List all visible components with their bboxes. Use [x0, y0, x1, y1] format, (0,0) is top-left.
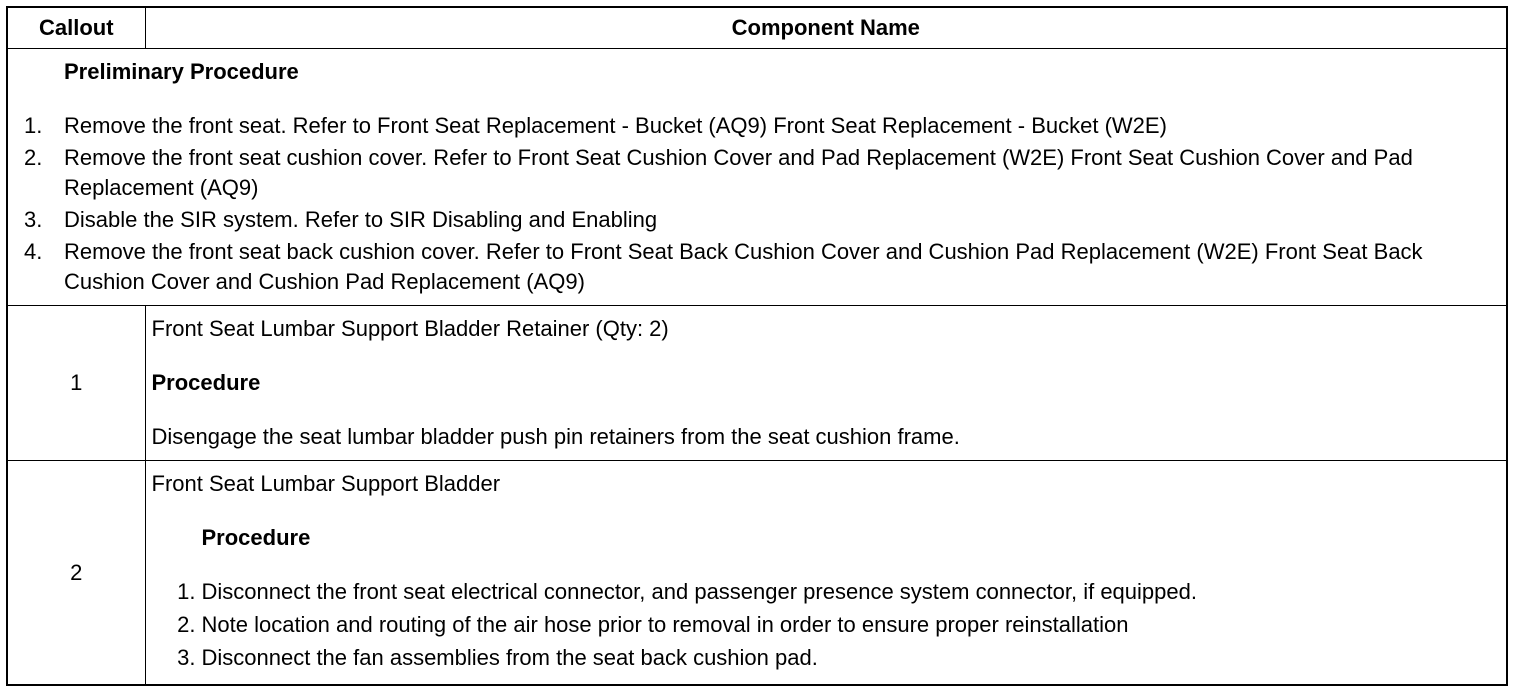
- step-number: 4.: [24, 239, 43, 264]
- list-item: [166, 577, 1497, 607]
- table-row: [7, 461, 1507, 686]
- step-number: 3.: [24, 207, 43, 232]
- list-item: [24, 111, 1496, 141]
- step-text: Remove the front seat. Refer to Front Seat Replacement - Bucket (AQ9) Front Seat Replacement - Bucket (W2E): [64, 113, 1167, 138]
- step-number: 3.: [177, 645, 196, 670]
- preliminary-title: Preliminary Procedure: [64, 59, 299, 84]
- callout-cell: 1: [7, 306, 145, 461]
- callout-cell: 2: [7, 461, 145, 686]
- component-name-header: Component Name: [145, 7, 1507, 49]
- table-row: [7, 306, 1507, 461]
- list-item: [166, 610, 1497, 640]
- procedure-text: Disengage the seat lumbar bladder push pin retainers from the seat cushion frame.: [151, 424, 960, 449]
- list-item: [24, 237, 1496, 297]
- list-item: [24, 143, 1496, 203]
- procedure-label: Procedure: [151, 370, 261, 395]
- callout-header: Callout: [7, 7, 145, 49]
- step-text: Note location and routing of the air hose prior to removal in order to ensure proper reinstallation: [201, 612, 1129, 637]
- step-number: 2.: [24, 145, 43, 170]
- preliminary-row: [7, 49, 1507, 306]
- component-name: Front Seat Lumbar Support Bladder Retainer (Qty: 2): [151, 316, 669, 341]
- step-text: Remove the front seat cushion cover. Refer to Front Seat Cushion Cover and Pad Replacement (W2E) Front Seat Cushion Cover and Pad Replacement (AQ9): [64, 145, 1413, 200]
- step-text: Remove the front seat back cushion cover. Refer to Front Seat Back Cushion Cover and Cushion Pad Replacement (W2E) Front Seat Back Cushion Cover and Cushion Pad Replacement (AQ9): [64, 239, 1423, 294]
- header-row: [7, 7, 1507, 49]
- step-number: 2.: [177, 612, 196, 637]
- component-cell: [145, 461, 1507, 686]
- preliminary-steps: [24, 111, 1496, 297]
- procedure-label: Procedure: [201, 525, 311, 550]
- preliminary-cell: [7, 49, 1507, 306]
- list-item: [24, 205, 1496, 235]
- procedure-table: [6, 6, 1508, 686]
- procedure-steps: [152, 577, 1497, 673]
- step-text: Disconnect the fan assemblies from the seat back cushion pad.: [201, 645, 818, 670]
- step-text: Disable the SIR system. Refer to SIR Disabling and Enabling: [64, 207, 658, 232]
- component-cell: [145, 306, 1507, 461]
- component-name: Front Seat Lumbar Support Bladder: [151, 471, 501, 496]
- step-number: 1.: [24, 113, 43, 138]
- step-number: 1.: [177, 579, 196, 604]
- step-text: Disconnect the front seat electrical connector, and passenger presence system connector, if equipped.: [201, 579, 1197, 604]
- list-item: [166, 643, 1497, 673]
